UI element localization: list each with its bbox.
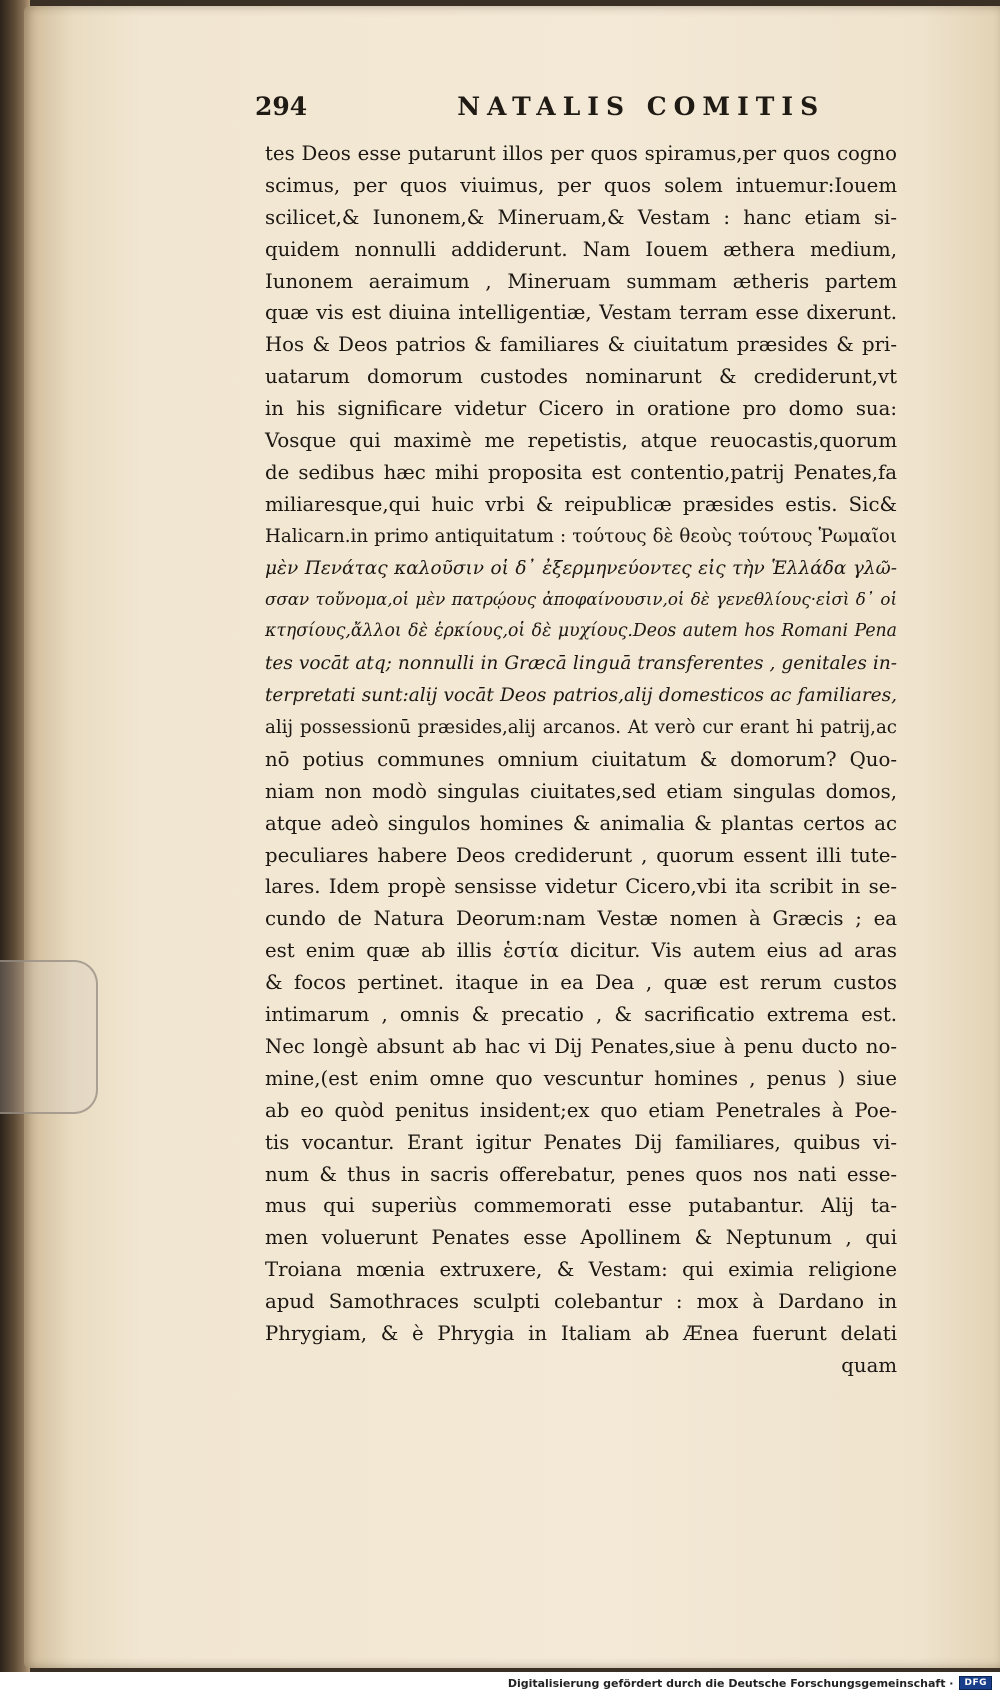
greek-text-line: κτησίους,ἄλλοι δὲ ἑρκίους,οἱ δὲ μυχίους.Deos autem hos Romani Pena (265, 621, 897, 642)
text-line: lares. Idem propè sensisse videtur Cicero,vbi ita scribit in se- (265, 875, 897, 899)
text-line: men voluerunt Penates esse Apollinem & Neptunum , qui (265, 1226, 897, 1250)
digitization-credit: Digitalisierung gefördert durch die Deutsche Forschungsgemeinschaft · (507, 1676, 954, 1690)
greek-text-line: μὲν Πενάτας καλοῦσιν οἱ δ᾽ ἐξερμηνεύοντες εἰς τὴν Ἑλλάδα γλῶ- (265, 557, 897, 579)
text-line: apud Samothraces sculpti colebantur : mox à Dardano in (265, 1290, 897, 1314)
italic-text-line: tes vocāt atq; nonnulli in Græcā linguā transferentes , genitales in- (265, 653, 897, 675)
text-line: alij possessionū præsides,alij arcanos. At verò cur erant hi patrij,ac (265, 717, 897, 739)
text-line: Phrygiam, & è Phrygia in Italiam ab Ænea fuerunt delati (265, 1321, 897, 1345)
page-clip (0, 960, 98, 1114)
text-line: scimus, per quos viuimus, per quos solem intuemur:Iouem (265, 173, 897, 197)
text-line: tis vocantur. Erant igitur Penates Dij familiares, quibus vi- (265, 1130, 897, 1154)
text-line: atque adeò singulos homines & animalia & plantas certos ac (265, 811, 897, 835)
text-line: mus qui superiùs commemorati esse putabantur. Alij ta- (265, 1194, 897, 1218)
text-line: Vosque qui maximè me repetistis, atque reuocastis,quorum (265, 429, 897, 453)
text-line: Hos & Deos patrios & familiares & ciuitatum præsides & pri- (265, 333, 897, 357)
running-head (255, 92, 875, 132)
text-line: & focos pertinet. itaque in ea Dea , quæ est rerum custos (265, 971, 897, 995)
text-line: num & thus in sacris offerebatur, penes quos nos nati esse- (265, 1162, 897, 1186)
text-line: Iunonem aeraimum , Mineruam summam ætheris partem (265, 269, 897, 293)
text-line: mine,(est enim omne quo vescuntur homines , penus ) siue (265, 1066, 897, 1090)
text-line: niam non modò singulas ciuitates,sed etiam singulas domos, (265, 779, 897, 803)
text-line: uatarum domorum custodes nominarunt & crediderunt,vt (265, 365, 897, 389)
text-line: quidem nonnulli addiderunt. Nam Iouem æthera medium, (265, 237, 897, 261)
catchword: quam (841, 1353, 897, 1377)
text-line: quæ vis est diuina intelligentiæ, Vestam terram esse dixerunt. (265, 301, 897, 325)
text-line: miliaresque,qui huic vrbi & reipublicæ præsides estis. Sic& (265, 492, 897, 516)
dfg-logo: DFG (959, 1676, 992, 1690)
text-line: Troiana mœnia extruxere, & Vestam: qui eximia religione (265, 1258, 897, 1282)
footer-bar (0, 1672, 1000, 1694)
text-line: de sedibus hæc mihi proposita est contentio,patrij Penates,fa (265, 460, 897, 484)
body-text (265, 138, 897, 1382)
text-line: intimarum , omnis & precatio , & sacrificatio extrema est. (265, 1003, 897, 1027)
text-line: peculiares habere Deos crediderunt , quorum essent illi tute- (265, 843, 897, 867)
greek-text-line: σσαν τοὔνομα,οἱ μὲν πατρῴους ἀποφαίνουσιν,οἱ δὲ γενεθλίους·εἰσὶ δ᾽ οἱ (265, 589, 897, 610)
text-line: Halicarn.in primo antiquitatum : τούτους δὲ θεοὺς τούτους Ῥωμαῖοι (265, 525, 897, 547)
page-number: 294 (255, 92, 308, 121)
text-line: ab eo quòd penitus insident;ex quo etiam Penetrales à Poe- (265, 1098, 897, 1122)
text-line: nō potius communes omnium ciuitatum & domorum? Quo- (265, 747, 897, 771)
text-line: est enim quæ ab illis ἑστία dicitur. Vis autem eius ad aras (265, 939, 897, 963)
text-line: in his significare videtur Cicero in oratione pro domo sua: (265, 397, 897, 421)
text-line: tes Deos esse putarunt illos per quos spiramus,per quos cogno (265, 142, 897, 165)
text-line: Nec longè absunt ab hac vi Dij Penates,siue à penu ducto no- (265, 1034, 897, 1058)
text-line: scilicet,& Iunonem,& Mineruam,& Vestam : hanc etiam si- (265, 205, 897, 229)
italic-text-line: terpretati sunt:alij vocāt Deos patrios,alij domesticos ac familiares, (265, 685, 897, 707)
text-line: cundo de Natura Deorum:nam Vestæ nomen à Græcis ; ea (265, 907, 897, 931)
running-title: NATALIS COMITIS (457, 92, 826, 121)
